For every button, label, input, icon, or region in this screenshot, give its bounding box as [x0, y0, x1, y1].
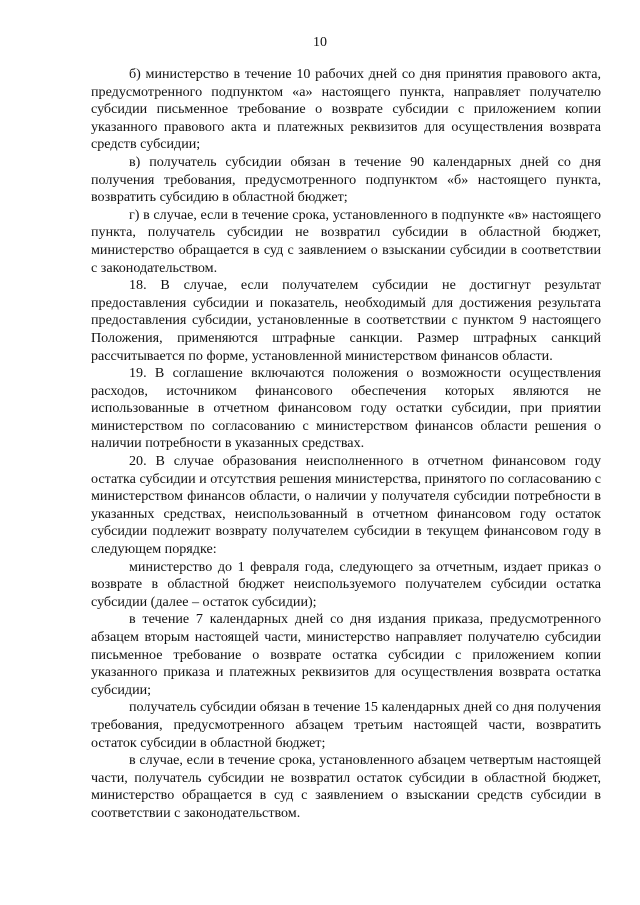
paragraph-17b: б) министерство в течение 10 рабочих дней со дня принятия правового акта, предусмотренного подпунктом «а» настоящего пункта, направляет получателю субсидии письменное требование о возврате субсидии с приложением копии указанного правового акта и платежных реквизитов для осуществления возврата средств субсидии;	[91, 66, 601, 153]
paragraph-20-step-1: министерство до 1 февраля года, следующего за отчетным, издает приказ о возврате в областной бюджет неиспользуемого получателем субсидии остатка субсидии (далее – остаток субсидии);	[91, 558, 601, 610]
paragraph-20-step-4: в случае, если в течение срока, установленного абзацем четвертым настоящей части, получатель субсидии не возвратил остаток субсидии в областной бюджет, министерство обращается в суд с заявлением о взыскании средств субсидии в соответствии с законодательством.	[91, 752, 601, 821]
page-number: 10	[313, 35, 327, 50]
paragraph-17g: г) в случае, если в течение срока, установленного в подпункте «в» настоящего пункта, получатель субсидии не возвратил субсидии в областной бюджет, министерство обращается в суд с заявлением о взыскании субсидии в соответствии с законодательством.	[91, 206, 601, 276]
document-body	[91, 66, 601, 823]
paragraph-20-step-3: получатель субсидии обязан в течение 15 календарных дней со дня получения требования, предусмотренного абзацем третьим настоящей части, возвратить остаток субсидии в областной бюджет;	[91, 699, 601, 751]
paragraph-19: 19. В соглашение включаются положения о возможности осуществления расходов, источником финансового обеспечения которых являются не использованные в отчетном финансовом году остатки субсидии, при приятии министерством по согласованию с министерством финансов области решения о наличии потребности в указанных средствах.	[91, 365, 601, 452]
paragraph-20: 20. В случае образования неисполненного в отчетном финансовом году остатка субсидии и отсутствия решения министерства, принятого по согласованию с министерством финансов области, о наличии у получателя субсидии потребности в указанных средствах, неиспользованный в отчетном финансовом году остаток субсидии подлежит возврату получателем субсидии в текущем финансовом году в следующем порядке:	[91, 453, 601, 558]
paragraph-18: 18. В случае, если получателем субсидии не достигнут результат предоставления субсидии и показатель, необходимый для достижения результата предоставления субсидии, установленные в соответствии с пунктом 9 настоящего Положения, применяются штрафные санкции. Размер штрафных санкций рассчитывается по форме, установленной министерством финансов области.	[91, 277, 601, 364]
paragraph-17v: в) получатель субсидии обязан в течение 90 календарных дней со дня получения требования, предусмотренного подпунктом «б» настоящего пункта, возвратить субсидию в областной бюджет;	[91, 153, 601, 206]
paragraph-20-step-2: в течение 7 календарных дней со дня издания приказа, предусмотренного абзацем вторым настоящей части, министерство направляет получателю субсидии письменное требование о возврате остатка субсидии с приложением копии указанного приказа и платежных реквизитов для осуществления возврата остатка субсидии;	[91, 611, 601, 698]
